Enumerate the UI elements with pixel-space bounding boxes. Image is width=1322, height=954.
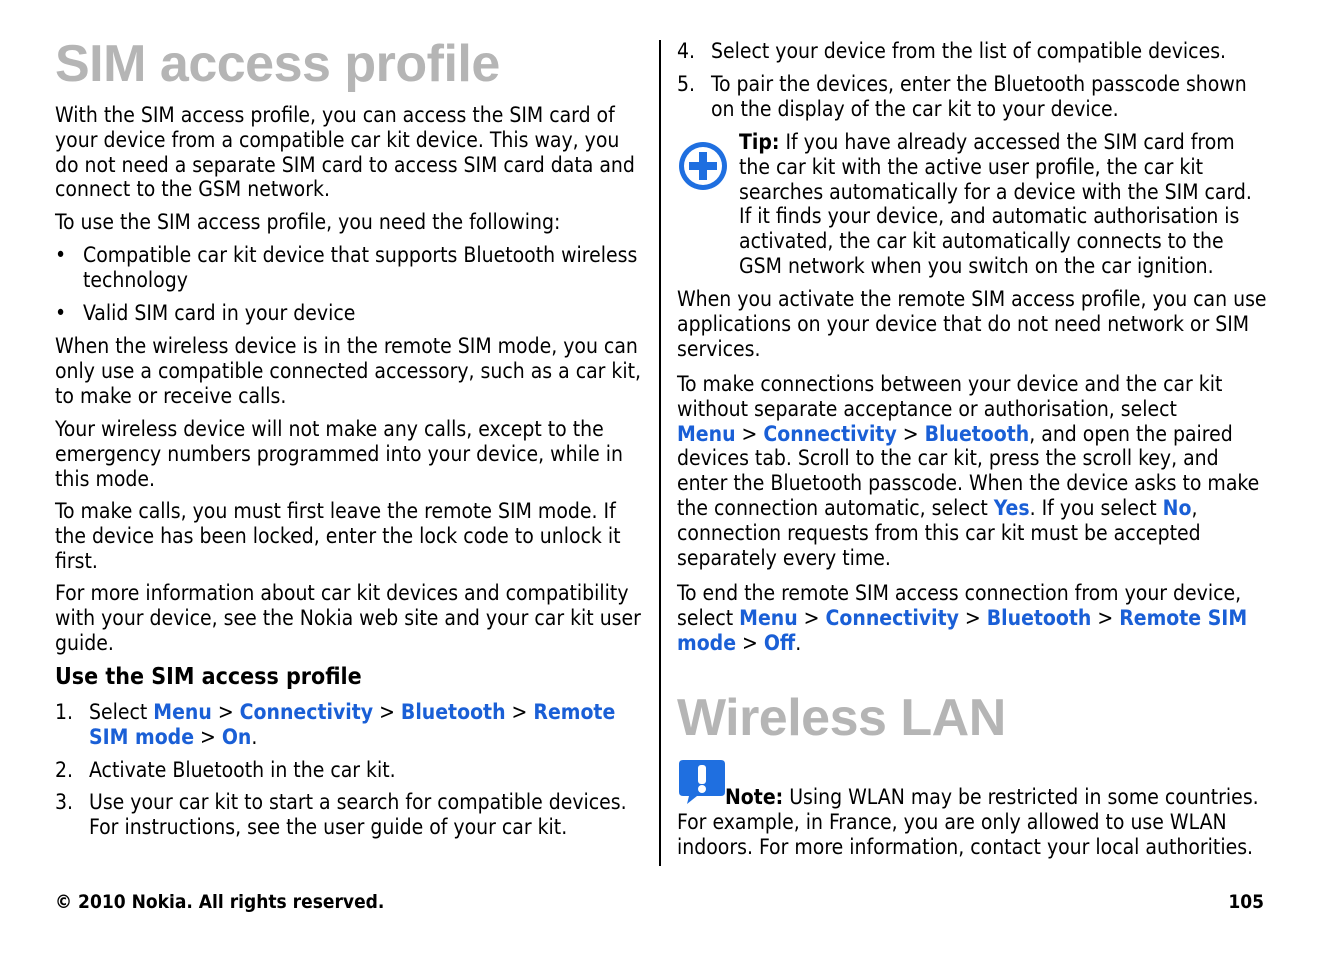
bluetooth-link[interactable]: Bluetooth (986, 605, 1092, 630)
step-item (677, 39, 1267, 64)
connectivity-link[interactable]: Connectivity (763, 421, 897, 446)
activate-paragraph: When you activate the remote SIM access profile, you can use applications on your device that do not need network or SIM services. (677, 287, 1267, 361)
path-separator: > (741, 421, 758, 446)
list-item (55, 301, 647, 326)
step-item (55, 700, 647, 750)
note-box (677, 756, 1267, 866)
note-text: Using WLAN may be restricted in some countries. For example, in France, you are only allowed to use WLAN indoors. For more information, contact your local authorities. (677, 785, 1259, 859)
section-title-wireless-lan: Wireless LAN (677, 689, 1006, 747)
no-link[interactable]: No (1162, 495, 1192, 520)
step-number: 5. (677, 71, 696, 96)
tip-paragraph (739, 130, 1267, 279)
path-separator: > (200, 724, 216, 749)
remote-sim-mode-link[interactable]: Remote SIM (1119, 605, 1248, 630)
step-item (55, 758, 647, 783)
end-connection-paragraph (677, 581, 1267, 655)
list-item (55, 243, 647, 293)
paragraph-text: , and open the paired devices tab. Scroll to the car kit, press the scroll key, and enter the Bluetooth passcode. When the device asks to make the connection automatic, select (677, 421, 1260, 520)
path-separator: > (511, 700, 528, 724)
requirements-list (55, 243, 647, 325)
plus-circle-icon (677, 140, 729, 192)
step-number: 2. (55, 757, 74, 782)
menu-link[interactable]: Menu (739, 605, 798, 630)
menu-link[interactable]: Menu (153, 700, 212, 724)
on-link[interactable]: On (221, 724, 252, 749)
tip-label: Tip: (739, 130, 780, 154)
tip-text: If you have already accessed the SIM card from the car kit with the active user profile, the car kit searches automatically for a device with the SIM card. If it finds your device, and automatic authorisation is activated, the car kit automatically connects to the GSM network when you switch on the car ignition. (739, 130, 1252, 278)
steps-list-continued (677, 39, 1267, 121)
bullet-mark: • (55, 300, 67, 325)
more-info-paragraph: For more information about car kit devices and compatibility with your device, see the Nokia web site and your car kit user guide. (55, 581, 641, 655)
remote-sim-mode-link[interactable]: Remote (533, 700, 616, 724)
path-separator: > (1097, 605, 1114, 630)
bluetooth-link[interactable]: Bluetooth (400, 700, 506, 724)
list-item-text: Compatible car kit device that supports Bluetooth wireless technology (83, 243, 638, 292)
step-number: 1. (55, 700, 74, 724)
off-link[interactable]: Off (763, 630, 796, 655)
step-text: Select your device from the list of compatible devices. (711, 39, 1227, 63)
intro-paragraph: With the SIM access profile, you can access the SIM card of your device from a compatible car kit device. This way, you do not need a separate SIM card to access SIM card data and connect to the GSM network. (55, 103, 635, 202)
path-separator: > (902, 421, 919, 446)
bullet-mark: • (55, 243, 67, 267)
list-item-text: Valid SIM card in your device (83, 300, 356, 325)
tip-box (677, 130, 1267, 279)
step-number: 4. (677, 39, 696, 63)
step-item (677, 72, 1267, 122)
step-text: Select (89, 700, 154, 724)
path-separator: > (964, 605, 981, 630)
page-number: 105 (1228, 891, 1264, 913)
path-separator: > (803, 605, 820, 630)
remote-sim-mode-link-cont[interactable]: mode (677, 630, 737, 655)
note-label: Note: (725, 785, 784, 809)
requirements-intro: To use the SIM access profile, you need the following: (55, 210, 561, 234)
menu-link[interactable]: Menu (677, 421, 736, 446)
no-calls-paragraph: Your wireless device will not make any calls, except to the emergency numbers programmed into your device, while in this mode. (55, 417, 623, 491)
copyright-footer: © 2010 Nokia. All rights reserved. (55, 891, 385, 913)
make-calls-paragraph: To make calls, you must first leave the remote SIM mode. If the device has been locked, enter the lock code to unlock it first. (55, 499, 621, 573)
step-item (55, 790, 647, 840)
bluetooth-link[interactable]: Bluetooth (924, 421, 1030, 446)
step-text: To pair the devices, enter the Bluetooth passcode shown on the display of the car kit to your device. (711, 71, 1247, 121)
paragraph-text: , connection requests from this car kit must be accepted separately every time. (677, 495, 1201, 570)
page-title: SIM access profile (55, 35, 500, 93)
column-divider (659, 40, 661, 866)
paragraph-text: . If you select (1029, 495, 1163, 520)
paragraph-text: To make connections between your device and the car kit without separate acceptance or authorisation, select (677, 372, 1223, 421)
step-end: . (251, 724, 258, 749)
step-number: 3. (55, 790, 74, 815)
remote-mode-paragraph: When the wireless device is in the remote SIM mode, you can only use a compatible connected accessory, such as a car kit, to make or receive calls. (55, 334, 642, 408)
connectivity-link[interactable]: Connectivity (239, 700, 374, 724)
paragraph-text: . (795, 630, 802, 655)
step-text: Use your car kit to start a search for compatible devices. For instructions, see the user guide of your car kit. (89, 790, 627, 840)
connectivity-link[interactable]: Connectivity (825, 605, 959, 630)
yes-link[interactable]: Yes (993, 495, 1030, 520)
remote-sim-mode-link-cont[interactable]: SIM mode (89, 724, 195, 749)
steps-list (55, 700, 647, 840)
step-text: Activate Bluetooth in the car kit. (89, 757, 396, 782)
path-separator: > (742, 630, 758, 655)
path-separator: > (217, 700, 234, 724)
note-paragraph (677, 785, 1267, 859)
connections-paragraph (677, 372, 1267, 570)
section-heading: Use the SIM access profile (55, 664, 362, 690)
paragraph-text: To end the remote SIM access connection from your device, select (677, 581, 1242, 630)
path-separator: > (379, 700, 395, 724)
